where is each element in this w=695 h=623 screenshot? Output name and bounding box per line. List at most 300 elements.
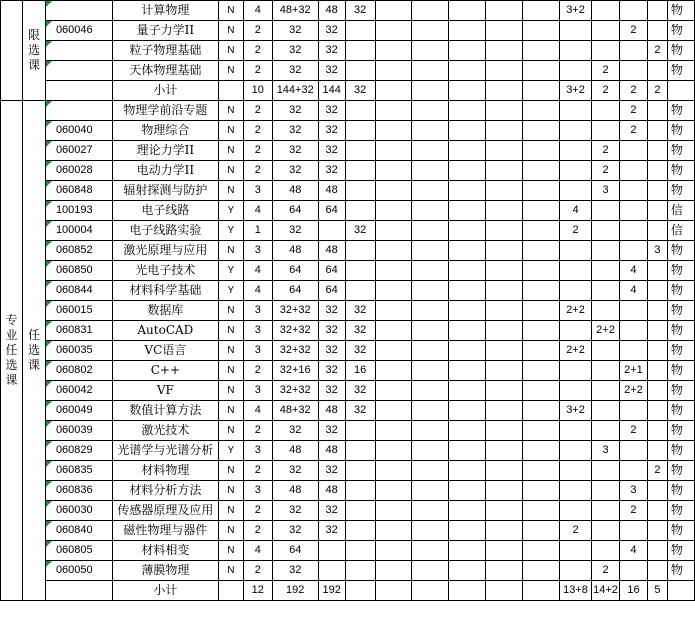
course-name: 粒子物理基础 <box>112 41 218 61</box>
lab-hours <box>345 481 375 501</box>
semester-cell <box>523 21 560 41</box>
semester-cell <box>375 281 412 301</box>
lab-hours <box>345 21 375 41</box>
table-row <box>1 521 695 541</box>
semester-cell <box>412 21 449 41</box>
required-flag: N <box>218 421 243 441</box>
table-row <box>1 141 695 161</box>
semester-hours <box>647 181 667 201</box>
semester-cell <box>375 441 412 461</box>
total-hours: 48 <box>272 441 318 461</box>
semester-hours: 4 <box>560 201 592 221</box>
department: 物 <box>667 321 694 341</box>
department: 物 <box>667 501 694 521</box>
semester-cell <box>486 521 523 541</box>
course-name: VF <box>112 381 218 401</box>
semester-hours <box>592 281 620 301</box>
semester-cell <box>523 101 560 121</box>
semester-cell <box>523 61 560 81</box>
total-hours: 32+32 <box>272 301 318 321</box>
semester-cell <box>412 261 449 281</box>
lecture-hours: 32 <box>318 501 345 521</box>
semester-cell <box>449 261 486 281</box>
semester-hours <box>592 541 620 561</box>
lecture-hours: 48 <box>318 1 345 21</box>
total-hours: 32 <box>272 521 318 541</box>
semester-hours <box>647 301 667 321</box>
semester-hours <box>560 121 592 141</box>
semester-cell <box>523 521 560 541</box>
semester-cell <box>523 261 560 281</box>
semester-hours <box>647 441 667 461</box>
lab-hours <box>345 281 375 301</box>
total-hours: 32+16 <box>272 361 318 381</box>
total-hours: 32 <box>272 121 318 141</box>
credits: 4 <box>243 281 272 301</box>
course-code: 060831 <box>45 321 112 341</box>
semester-cell <box>449 481 486 501</box>
course-name: 材料分析方法 <box>112 481 218 501</box>
semester-cell <box>412 121 449 141</box>
semester-cell <box>449 521 486 541</box>
total-hours: 32+32 <box>272 321 318 341</box>
lecture-hours: 32 <box>318 161 345 181</box>
semester-cell <box>486 261 523 281</box>
lab-hours: 32 <box>345 221 375 241</box>
semester-hours <box>560 281 592 301</box>
department: 物 <box>667 181 694 201</box>
semester-hours <box>592 201 620 221</box>
semester-cell <box>449 381 486 401</box>
semester-cell <box>523 341 560 361</box>
required-flag: N <box>218 301 243 321</box>
semester-hours <box>620 141 648 161</box>
semester-cell <box>412 301 449 321</box>
semester-cell <box>412 141 449 161</box>
semester-cell <box>486 541 523 561</box>
table-row <box>1 501 695 521</box>
semester-hours <box>620 401 648 421</box>
semester-cell <box>375 201 412 221</box>
semester-hours <box>647 61 667 81</box>
semester-cell <box>375 241 412 261</box>
course-name: 数据库 <box>112 301 218 321</box>
semester-cell <box>375 21 412 41</box>
semester-hours: 2 <box>560 221 592 241</box>
required-flag: Y <box>218 201 243 221</box>
semester-hours: 3 <box>620 481 648 501</box>
semester-cell <box>523 281 560 301</box>
semester-cell <box>375 141 412 161</box>
lecture-hours <box>318 541 345 561</box>
semester-cell <box>412 201 449 221</box>
semester-cell <box>412 461 449 481</box>
semester-hours <box>592 121 620 141</box>
lecture-hours <box>318 561 345 581</box>
semester-hours <box>647 481 667 501</box>
semester-cell <box>449 181 486 201</box>
semester-cell <box>523 401 560 421</box>
semester-hours <box>620 241 648 261</box>
semester-cell <box>375 121 412 141</box>
semester-cell <box>449 461 486 481</box>
department: 物 <box>667 341 694 361</box>
total-hours: 32 <box>272 161 318 181</box>
department: 物 <box>667 21 694 41</box>
lab-hours: 16 <box>345 361 375 381</box>
course-name: 物理综合 <box>112 121 218 141</box>
lecture-hours: 192 <box>318 581 345 601</box>
semester-cell <box>449 1 486 21</box>
semester-cell <box>375 421 412 441</box>
department: 物 <box>667 441 694 461</box>
semester-hours <box>620 201 648 221</box>
semester-hours: 3+2 <box>560 1 592 21</box>
semester-cell <box>375 521 412 541</box>
semester-hours <box>560 481 592 501</box>
semester-hours <box>620 1 648 21</box>
semester-cell <box>375 321 412 341</box>
lecture-hours: 64 <box>318 201 345 221</box>
required-flag: Y <box>218 441 243 461</box>
department: 物 <box>667 101 694 121</box>
department: 物 <box>667 281 694 301</box>
semester-hours <box>647 161 667 181</box>
semester-hours <box>647 401 667 421</box>
credits: 4 <box>243 401 272 421</box>
semester-cell <box>486 281 523 301</box>
course-code: 060848 <box>45 181 112 201</box>
semester-hours: 5 <box>647 581 667 601</box>
lab-hours <box>345 501 375 521</box>
total-hours: 32 <box>272 561 318 581</box>
semester-hours: 2+2 <box>592 321 620 341</box>
course-name: 电动力学II <box>112 161 218 181</box>
semester-hours: 2 <box>592 141 620 161</box>
table-row <box>1 441 695 461</box>
semester-cell <box>523 481 560 501</box>
course-code <box>45 41 112 61</box>
course-code <box>45 61 112 81</box>
semester-cell <box>412 501 449 521</box>
semester-hours <box>592 101 620 121</box>
semester-cell <box>486 381 523 401</box>
lecture-hours: 32 <box>318 61 345 81</box>
department: 物 <box>667 481 694 501</box>
lab-hours <box>345 441 375 461</box>
semester-hours <box>592 461 620 481</box>
credits: 2 <box>243 361 272 381</box>
course-code: 100193 <box>45 201 112 221</box>
group-label-free-elective: 任选课 <box>22 101 45 601</box>
total-hours: 32 <box>272 501 318 521</box>
required-flag: Y <box>218 261 243 281</box>
semester-hours <box>647 341 667 361</box>
semester-cell <box>412 161 449 181</box>
total-hours: 64 <box>272 541 318 561</box>
semester-cell <box>449 541 486 561</box>
department: 物 <box>667 461 694 481</box>
total-hours: 32 <box>272 61 318 81</box>
table-row <box>1 161 695 181</box>
semester-hours: 2+2 <box>560 301 592 321</box>
semester-hours <box>592 421 620 441</box>
semester-cell <box>486 121 523 141</box>
required-flag: N <box>218 141 243 161</box>
semester-hours: 2 <box>620 501 648 521</box>
semester-cell <box>449 41 486 61</box>
lab-hours: 32 <box>345 321 375 341</box>
semester-cell <box>523 561 560 581</box>
department: 物 <box>667 161 694 181</box>
course-name: 计算物理 <box>112 1 218 21</box>
course-name: VC语言 <box>112 341 218 361</box>
group-label-major-elective: 专业任选课 <box>1 101 23 601</box>
department: 物 <box>667 241 694 261</box>
course-name: 材料相变 <box>112 541 218 561</box>
semester-hours <box>620 221 648 241</box>
semester-hours <box>560 21 592 41</box>
semester-hours <box>560 541 592 561</box>
department <box>667 81 694 101</box>
semester-hours <box>560 561 592 581</box>
required-flag: N <box>218 1 243 21</box>
semester-hours: 2 <box>592 561 620 581</box>
semester-cell <box>449 21 486 41</box>
lecture-hours: 32 <box>318 461 345 481</box>
course-name: 材料物理 <box>112 461 218 481</box>
department: 物 <box>667 401 694 421</box>
semester-hours: 2 <box>620 81 648 101</box>
semester-cell <box>486 401 523 421</box>
semester-hours: 4 <box>620 541 648 561</box>
semester-hours <box>592 361 620 381</box>
semester-cell <box>486 41 523 61</box>
credits: 2 <box>243 521 272 541</box>
semester-cell <box>375 341 412 361</box>
course-name: C++ <box>112 361 218 381</box>
lab-hours <box>345 521 375 541</box>
table-row <box>1 181 695 201</box>
semester-cell <box>449 161 486 181</box>
subtotal-label: 小计 <box>112 81 218 101</box>
credits: 2 <box>243 21 272 41</box>
semester-cell <box>449 361 486 381</box>
department: 物 <box>667 121 694 141</box>
semester-hours: 3+2 <box>560 81 592 101</box>
credits: 2 <box>243 141 272 161</box>
required-flag: N <box>218 361 243 381</box>
required-flag: N <box>218 381 243 401</box>
semester-hours <box>647 121 667 141</box>
semester-hours <box>647 541 667 561</box>
semester-cell <box>375 501 412 521</box>
table-row <box>1 461 695 481</box>
semester-hours <box>592 521 620 541</box>
course-code: 060050 <box>45 561 112 581</box>
lecture-hours: 32 <box>318 381 345 401</box>
semester-cell <box>523 221 560 241</box>
semester-cell <box>486 181 523 201</box>
table-row <box>1 21 695 41</box>
course-name: 物理学前沿专题 <box>112 101 218 121</box>
semester-hours <box>647 281 667 301</box>
semester-hours <box>592 41 620 61</box>
credits: 2 <box>243 41 272 61</box>
course-code <box>45 81 112 101</box>
course-code: 060042 <box>45 381 112 401</box>
semester-cell <box>375 581 412 601</box>
semester-cell <box>486 161 523 181</box>
semester-hours: 2 <box>592 61 620 81</box>
course-code: 100004 <box>45 221 112 241</box>
semester-cell <box>375 381 412 401</box>
semester-hours: 2 <box>647 81 667 101</box>
semester-hours <box>592 261 620 281</box>
credits: 4 <box>243 261 272 281</box>
semester-hours <box>560 261 592 281</box>
semester-hours <box>560 141 592 161</box>
lecture-hours: 48 <box>318 481 345 501</box>
semester-cell <box>449 561 486 581</box>
semester-cell <box>375 101 412 121</box>
credits: 3 <box>243 381 272 401</box>
lecture-hours: 32 <box>318 101 345 121</box>
course-name: 电子线路 <box>112 201 218 221</box>
course-code: 060028 <box>45 161 112 181</box>
department: 物 <box>667 261 694 281</box>
total-hours: 32 <box>272 41 318 61</box>
semester-hours <box>647 221 667 241</box>
required-flag: N <box>218 61 243 81</box>
subtotal-row <box>1 581 695 601</box>
total-hours: 32 <box>272 461 318 481</box>
credits: 2 <box>243 161 272 181</box>
lecture-hours: 48 <box>318 241 345 261</box>
credits: 2 <box>243 101 272 121</box>
credits: 2 <box>243 121 272 141</box>
semester-cell <box>449 201 486 221</box>
credits: 3 <box>243 441 272 461</box>
semester-cell <box>486 321 523 341</box>
department: 物 <box>667 1 694 21</box>
semester-hours: 2+1 <box>620 361 648 381</box>
semester-cell <box>449 141 486 161</box>
table-row <box>1 301 695 321</box>
required-flag: N <box>218 401 243 421</box>
semester-cell <box>449 81 486 101</box>
course-name: 磁性物理与器件 <box>112 521 218 541</box>
lecture-hours: 64 <box>318 281 345 301</box>
course-name: 辐射探测与防护 <box>112 181 218 201</box>
lecture-hours: 64 <box>318 261 345 281</box>
semester-cell <box>412 81 449 101</box>
semester-cell <box>523 321 560 341</box>
course-code: 060850 <box>45 261 112 281</box>
lecture-hours: 144 <box>318 81 345 101</box>
required-flag: N <box>218 541 243 561</box>
semester-hours: 2 <box>592 161 620 181</box>
lab-hours <box>345 141 375 161</box>
semester-cell <box>486 61 523 81</box>
lab-hours <box>345 61 375 81</box>
semester-cell <box>486 421 523 441</box>
course-name: 材料科学基础 <box>112 281 218 301</box>
semester-cell <box>412 481 449 501</box>
semester-cell <box>375 261 412 281</box>
total-hours: 64 <box>272 201 318 221</box>
semester-cell <box>412 381 449 401</box>
semester-cell <box>486 241 523 261</box>
semester-cell <box>523 121 560 141</box>
semester-cell <box>486 481 523 501</box>
semester-hours <box>647 21 667 41</box>
semester-hours <box>592 301 620 321</box>
required-flag: N <box>218 181 243 201</box>
lab-hours <box>345 101 375 121</box>
lecture-hours: 32 <box>318 361 345 381</box>
lab-hours <box>345 261 375 281</box>
semester-hours <box>560 321 592 341</box>
semester-hours: 2+2 <box>620 381 648 401</box>
required-flag: N <box>218 521 243 541</box>
course-code: 060852 <box>45 241 112 261</box>
required-flag: N <box>218 461 243 481</box>
semester-cell <box>375 461 412 481</box>
course-code: 060802 <box>45 361 112 381</box>
department: 信 <box>667 221 694 241</box>
semester-cell <box>412 281 449 301</box>
semester-hours: 2 <box>620 421 648 441</box>
semester-hours <box>560 421 592 441</box>
semester-hours <box>560 61 592 81</box>
lab-hours <box>345 161 375 181</box>
lab-hours <box>345 241 375 261</box>
table-row <box>1 261 695 281</box>
course-name: 数值计算方法 <box>112 401 218 421</box>
semester-cell <box>523 201 560 221</box>
required-flag: N <box>218 561 243 581</box>
credits: 2 <box>243 501 272 521</box>
semester-hours: 2 <box>620 101 648 121</box>
semester-cell <box>412 101 449 121</box>
semester-hours <box>647 1 667 21</box>
course-code: 060829 <box>45 441 112 461</box>
semester-cell <box>375 481 412 501</box>
department: 物 <box>667 301 694 321</box>
semester-cell <box>523 581 560 601</box>
table-row <box>1 281 695 301</box>
subtotal-row <box>1 81 695 101</box>
required-flag: N <box>218 21 243 41</box>
total-hours: 48 <box>272 481 318 501</box>
semester-hours <box>560 501 592 521</box>
total-hours: 32+32 <box>272 381 318 401</box>
table-row <box>1 361 695 381</box>
semester-hours <box>620 441 648 461</box>
required-flag: Y <box>218 221 243 241</box>
total-hours: 48 <box>272 241 318 261</box>
course-code: 060844 <box>45 281 112 301</box>
credits: 3 <box>243 241 272 261</box>
course-code <box>45 581 112 601</box>
course-code: 060805 <box>45 541 112 561</box>
lab-hours <box>345 581 375 601</box>
semester-hours <box>620 461 648 481</box>
lab-hours: 32 <box>345 301 375 321</box>
semester-cell <box>412 41 449 61</box>
semester-hours: 2 <box>592 81 620 101</box>
